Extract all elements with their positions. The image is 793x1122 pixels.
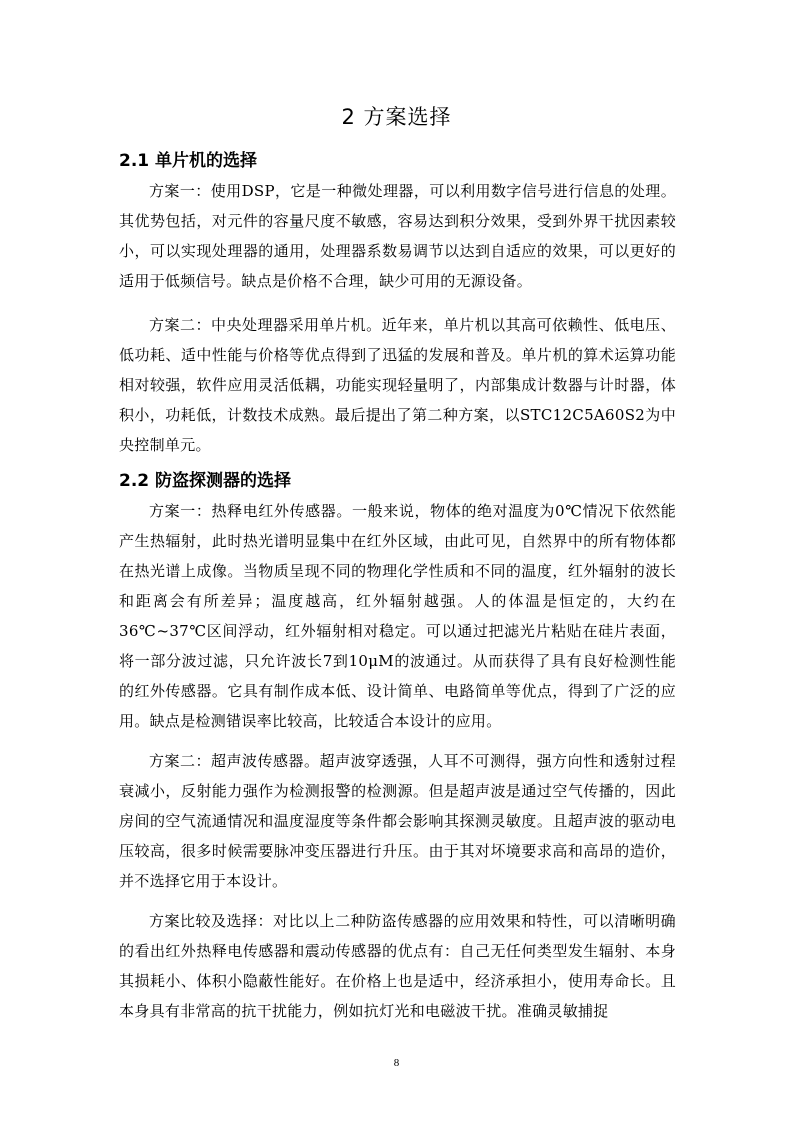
paragraph-sensor-option-2: 方案二：超声波传感器。超声波穿透强，人耳不可测得，强方向性和透射过程衰减小，反射能力强作为检测报警的检测源。但是超声波是通过空气传播的，因此房间的空气流通情况和温度湿度等条件都会影响其探测灵敏度。且超声波的驱动电压较高，很多时候需要脉冲变压器进行升压。由于其对坏境要求高和高昂的造价，并不选择它用于本设计。	[119, 752, 676, 890]
paragraph-sensor-option-1: 方案一：热释电红外传感器。一般来说，物体的绝对温度为0℃情况下依然能产生热辐射，此时热光谱明显集中在红外区域，由此可见，自然界中的所有物体都在热光谱上成像。当物质呈现不同的物理化学性质和不同的温度，红外辐射的波长和距离会有所差异；温度越高，红外辐射越强。人的体温是恒定的，大约在36℃~37℃区间浮动，红外辐射相对稳定。可以通过把滤光片粘贴在硅片表面，将一部分波过滤，只允许波长7到10μM的波通过。从而获得了具有良好检测性能的红外传感器。它具有制作成本低、设计简单、电路简单等优点，得到了广泛的应用。缺点是检测错误率比较高，比较适合本设计的应用。	[119, 502, 676, 730]
paragraph-mcu-option-1: 方案一：使用DSP，它是一种微处理器，可以利用数字信号进行信息的处理。其优势包括，对元件的容量尺度不敏感，容易达到积分效果，受到外界干扰因素较小，可以实现处理器的通用，处理器系数易调节以达到自适应的效果，可以更好的适用于低频信号。缺点是价格不合理，缺少可用的无源设备。	[119, 182, 676, 290]
paragraph-sensor-comparison: 方案比较及选择：对比以上二种防盗传感器的应用效果和特性，可以清晰明确的看出红外热释电传感器和震动传感器的优点有：自己无任何类型发生辐射、本身其损耗小、体积小隐蔽性能好。在价格上也是适中，经济承担小，使用寿命长。且本身具有非常高的抗干扰能力，例如抗灯光和电磁波干扰。准确灵敏捕捉	[119, 912, 676, 1020]
section-heading-2-2: 2.2 防盗探测器的选择	[119, 471, 292, 491]
page-number: 8	[393, 1057, 400, 1069]
paragraph-mcu-option-2: 方案二：中央处理器采用单片机。近年来，单片机以其高可依赖性、低电压、低功耗、适中性能与价格等优点得到了迅猛的发展和普及。单片机的算术运算功能相对较强，软件应用灵活低耦，功能实现轻量明了，内部集成计数器与计时器，体积小，功耗低，计数技术成熟。最后提出了第二种方案，以STC12C5A60S2为中央控制单元。	[119, 316, 676, 454]
section-heading-2-1: 2.1 单片机的选择	[119, 151, 258, 171]
chapter-title: 2 方案选择	[341, 105, 452, 129]
